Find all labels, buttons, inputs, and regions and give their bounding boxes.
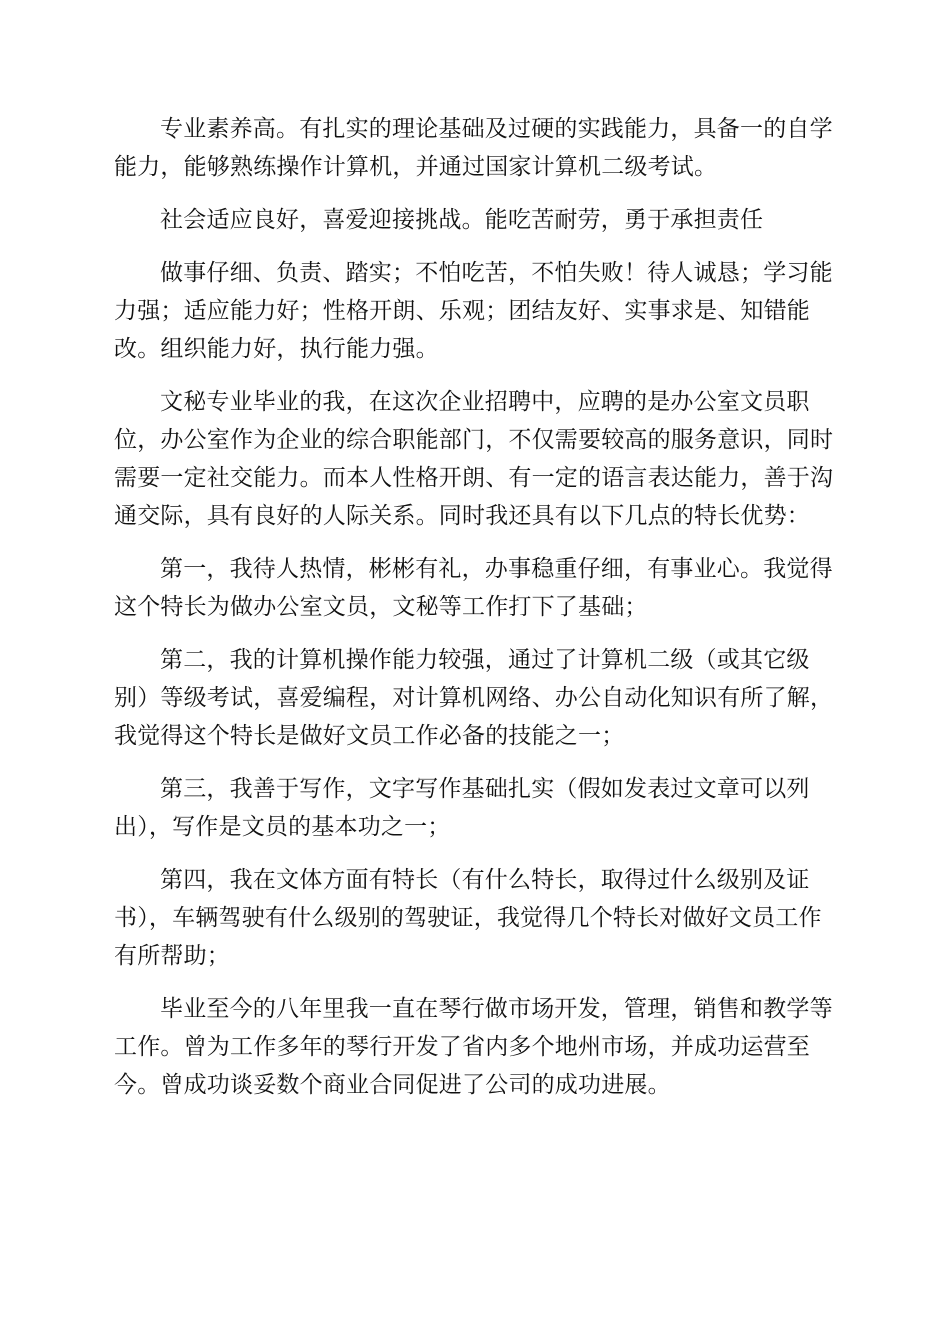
paragraph-social-adaptability: 社会适应良好，喜爱迎接挑战。能吃苦耐劳，勇于承担责任 bbox=[160, 207, 764, 233]
paragraph-strength-first: 第一，我待人热情，彬彬有礼，办事稳重仔细，有事业心。我觉得这个特长为做办公室文员，文秘等工作打下了基础； bbox=[114, 556, 833, 620]
paragraph-personal-traits: 做事仔细、负责、踏实；不怕吃苦，不怕失败！待人诚恳；学习能力强；适应能力好；性格开朗、乐观；团结友好、实事求是、知错能改。组织能力好，执行能力强。 bbox=[114, 260, 833, 362]
paragraph-professional-quality: 专业素养高。有扎实的理论基础及过硬的实践能力，具备一的自学能力，能够熟练操作计算机，并通过国家计算机二级考试。 bbox=[114, 116, 833, 180]
paragraph-position-intro: 文秘专业毕业的我，在这次企业招聘中，应聘的是办公室文员职位，办公室作为企业的综合职能部门，不仅需要较高的服务意识，同时需要一定社交能力。而本人性格开朗、有一定的语言表达能力，善于沟通交际，具有良好的人际关系。同时我还具有以下几点的特长优势： bbox=[114, 389, 834, 529]
paragraph-strength-second: 第二，我的计算机操作能力较强，通过了计算机二级（或其它级别）等级考试，喜爱编程，对计算机网络、办公自动化知识有所了解，我觉得这个特长是做好文员工作必备的技能之一； bbox=[114, 647, 834, 749]
document-body bbox=[114, 110, 836, 1119]
paragraph-strength-third: 第三，我善于写作，文字写作基础扎实（假如发表过文章可以列出），写作是文员的基本功之一； bbox=[114, 776, 810, 840]
paragraph-strength-fourth: 第四，我在文体方面有特长（有什么特长，取得过什么级别及证书），车辆驾驶有什么级别的驾驶证，我觉得几个特长对做好文员工作有所帮助； bbox=[114, 867, 822, 969]
paragraph-work-experience: 毕业至今的八年里我一直在琴行做市场开发，管理，销售和教学等工作。曾为工作多年的琴行开发了省内多个地州市场，并成功运营至今。曾成功谈妥数个商业合同促进了公司的成功进展。 bbox=[114, 996, 833, 1098]
